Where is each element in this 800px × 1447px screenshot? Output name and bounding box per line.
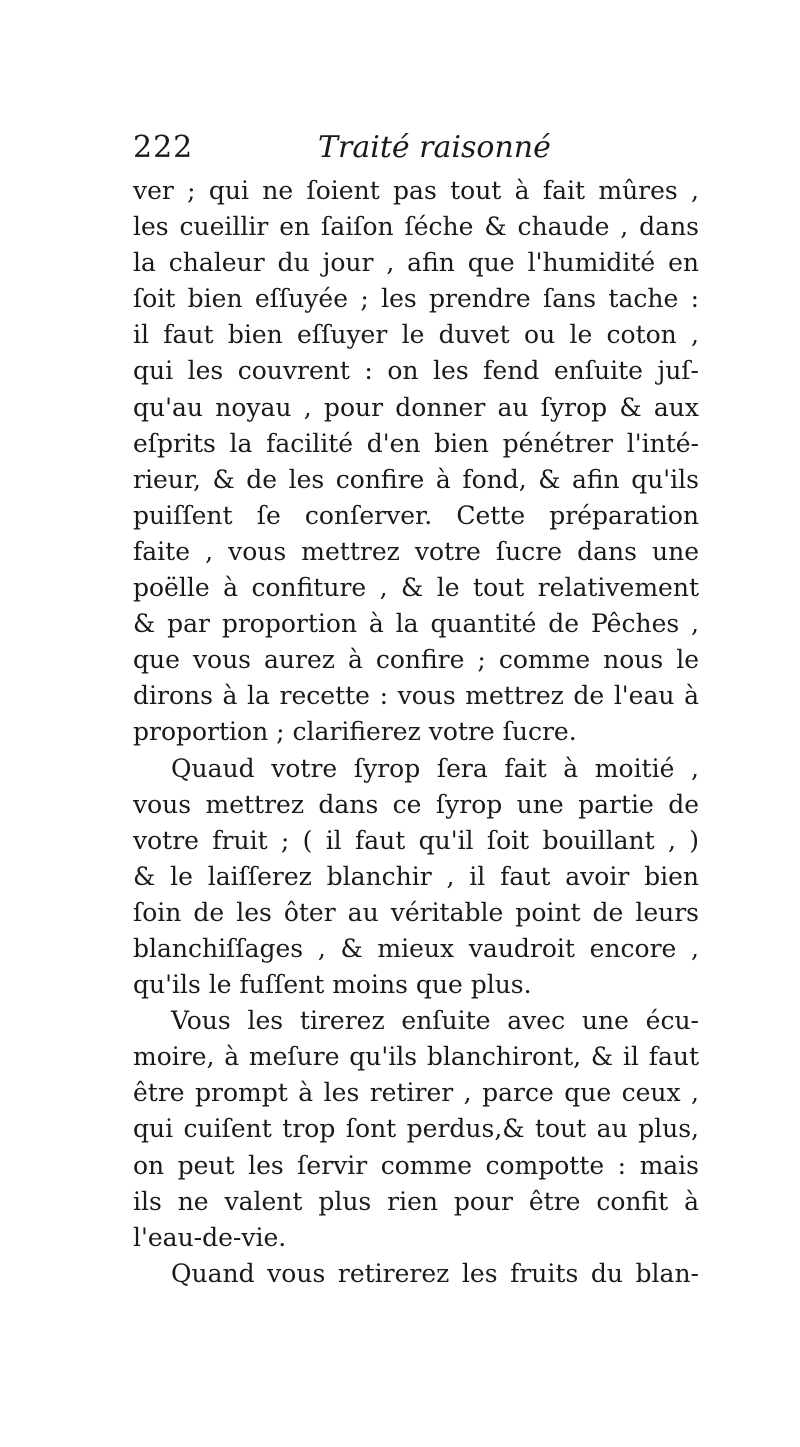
text-line: qui cuiſent trop ſont perdus,& tout au plus, [133, 1114, 699, 1144]
text-line: & le laiſſerez blanchir , il faut avoir bien [133, 861, 699, 891]
text-line: qui les couvrent : on les fend enſuite juſ- [133, 356, 699, 386]
text-line: ils ne valent plus rien pour être confit à [133, 1186, 699, 1216]
text-line: que vous aurez à confire ; comme nous le [133, 645, 699, 675]
text-line: l'eau-de-vie. [133, 1222, 287, 1252]
text-line: blanchiſſages , & mieux vaudroit encore , [133, 933, 699, 963]
paragraph-first-line: Quand vous retirerez les fruits du blan- [171, 1258, 699, 1288]
text-line: qu'ils le fuſſent moins que plus. [133, 970, 532, 1000]
paragraph-first-line: Vous les tirerez enſuite avec une écu- [171, 1006, 699, 1036]
text-line: ver ; qui ne ſoient pas tout à fait mûres , [133, 176, 699, 205]
text-line: moire, à meſure qu'ils blanchiront, & il faut [133, 1042, 699, 1072]
text-line: ſoit bien eſſuyée ; les prendre ſans tache : [133, 284, 699, 314]
body-text [133, 173, 699, 1292]
text-line: être prompt à les retirer , parce que ceux , [133, 1078, 699, 1108]
text-line: vous mettrez dans ce ſyrop une partie de [133, 789, 699, 819]
text-line: la chaleur du jour , afin que l'humidité en [133, 248, 699, 278]
text-line: il faut bien eſſuyer le duvet ou le coton , [133, 320, 699, 350]
text-line: faite , vous mettrez votre ſucre dans une [133, 536, 699, 566]
text-line: & par proportion à la quantité de Pêches , [133, 609, 699, 639]
text-line: on peut les ſervir comme compotte : mais [133, 1150, 699, 1180]
text-line: rieur, & de les confire à fond, & afin qu'ils [133, 464, 699, 494]
running-title: Traité raisonné [318, 130, 551, 165]
text-line: ſoin de les ôter au véritable point de leurs [133, 897, 699, 927]
running-head [133, 126, 703, 170]
text-line: poëlle à confiture , & le tout relativement [133, 573, 699, 603]
text-line: dirons à la recette : vous mettrez de l'eau à [133, 681, 699, 711]
text-line: puiſſent ſe conſerver. Cette préparation [133, 500, 699, 530]
page-number: 222 [133, 130, 194, 165]
text-line: eſprits la facilité d'en bien pénétrer l'inté- [133, 428, 699, 458]
paragraph-first-line: Quaud votre ſyrop ſera fait à moitié , [171, 753, 699, 783]
text-line: les cueillir en ſaiſon ſéche & chaude , dans [133, 212, 699, 242]
text-line: proportion ; clarifierez votre ſucre. [133, 717, 577, 747]
text-line: qu'au noyau , pour donner au ſyrop & aux [133, 392, 699, 422]
text-line: votre fruit ; ( il faut qu'il ſoit bouillant , ) [133, 825, 699, 855]
